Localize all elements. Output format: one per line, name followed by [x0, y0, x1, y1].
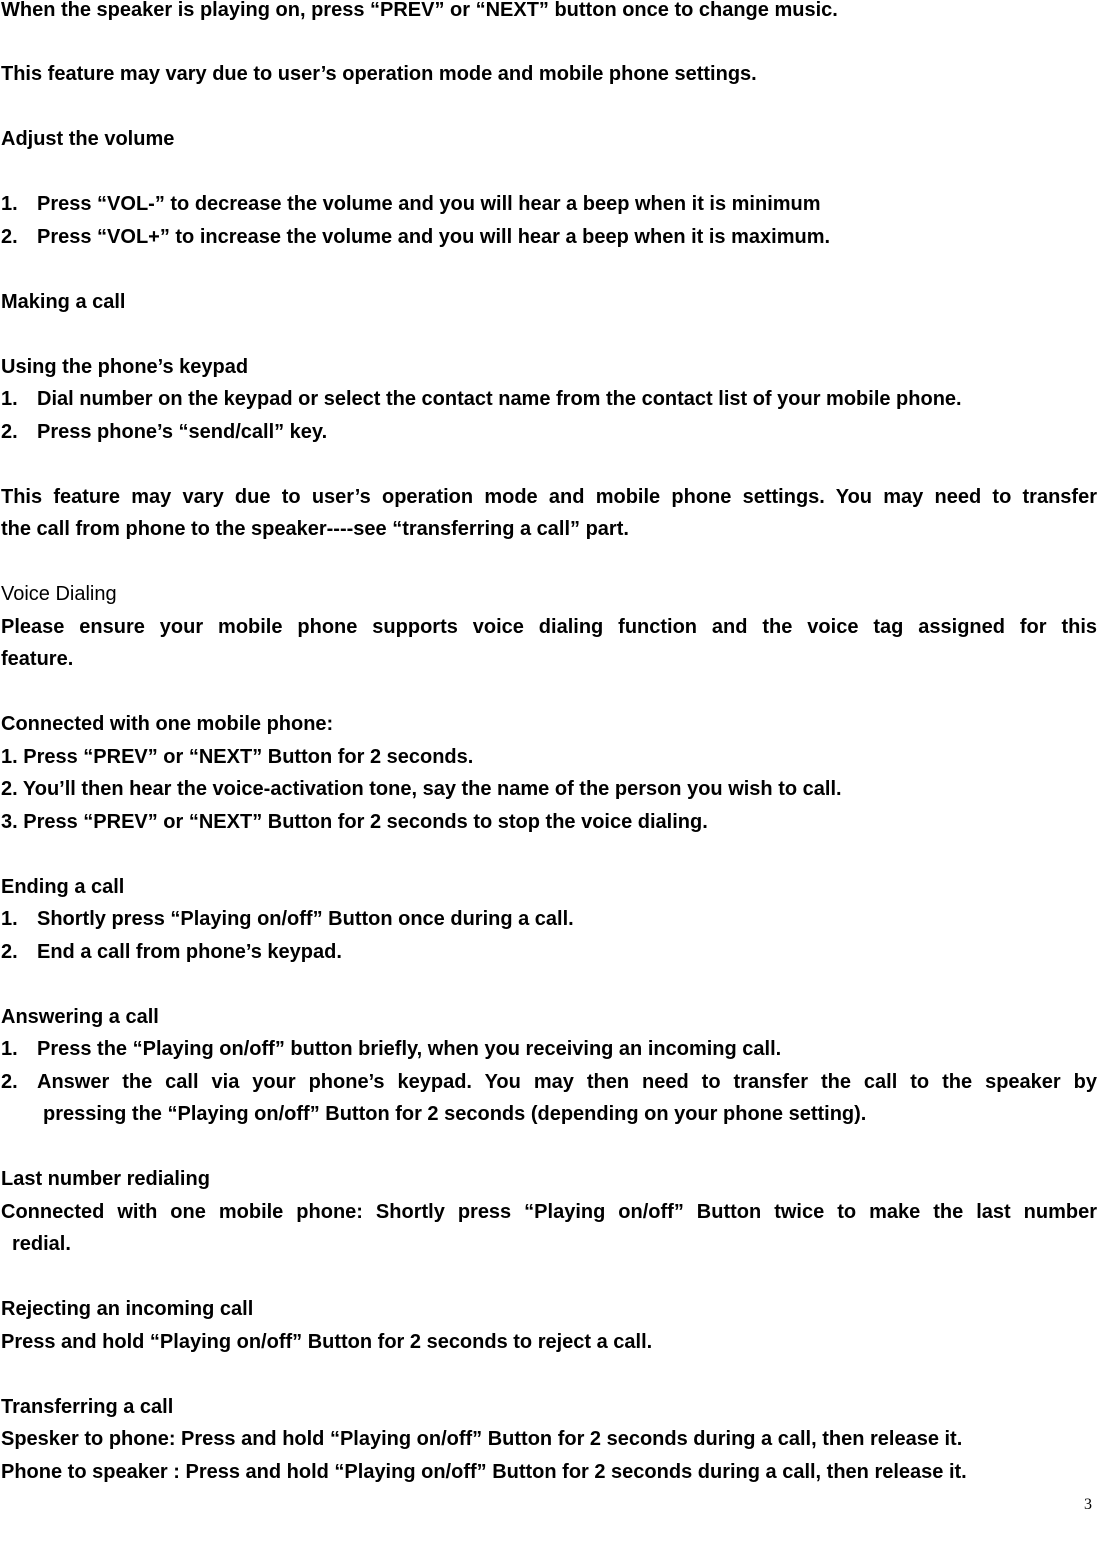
list-item: [1, 225, 830, 249]
transfer-phone-to-speaker: Phone to speaker : Press and hold “Playing on/off” Button for 2 seconds during a call, then release it.: [1, 1461, 967, 1483]
list-item: [1, 940, 342, 964]
list-item: [1, 907, 574, 931]
list-text: Press “VOL+” to increase the volume and you will hear a beep when it is maximum.: [37, 226, 831, 248]
list-text: Answer the call via your phone’s keypad. You may then need to transfer the call to the speaker by: [37, 1071, 1097, 1093]
feature-note-2-line1: This feature may vary due to user’s operation mode and mobile phone settings. You may need to transfer: [1, 486, 1097, 508]
heading-rejecting-call: Rejecting an incoming call: [1, 1298, 254, 1320]
last-number-line1: Connected with one mobile phone: Shortly press “Playing on/off” Button twice to make the last number: [1, 1201, 1097, 1223]
voice-paragraph-line2: feature.: [1, 648, 74, 670]
list-text: Dial number on the keypad or select the contact name from the contact list of your mobile phone.: [37, 388, 962, 410]
heading-voice-dialing: Voice Dialing: [1, 583, 117, 605]
subheading-phone-keypad: Using the phone’s keypad: [1, 356, 249, 378]
list-text: End a call from phone’s keypad.: [37, 941, 342, 963]
feature-note-2-line2: the call from phone to the speaker----see “transferring a call” part.: [1, 518, 629, 540]
list-item: [1, 192, 821, 216]
voice-paragraph-line1: Please ensure your mobile phone supports voice dialing function and the voice tag assigned for this: [1, 616, 1097, 638]
voice-step-3: 3. Press “PREV” or “NEXT” Button for 2 seconds to stop the voice dialing.: [1, 811, 708, 833]
list-text: Press the “Playing on/off” button briefly, when you receiving an incoming call.: [37, 1038, 782, 1060]
list-text-continuation: pressing the “Playing on/off” Button for 2 seconds (depending on your phone setting).: [43, 1103, 867, 1125]
list-item: [1, 1037, 781, 1061]
list-number: 2.: [1, 421, 18, 443]
list-text: Shortly press “Playing on/off” Button once during a call.: [37, 908, 574, 930]
heading-last-number: Last number redialing: [1, 1168, 210, 1190]
heading-answering-call: Answering a call: [1, 1006, 159, 1028]
last-number-line2: redial.: [12, 1233, 71, 1255]
list-number: 2.: [1, 941, 18, 963]
rejecting-text: Press and hold “Playing on/off” Button for 2 seconds to reject a call.: [1, 1331, 653, 1353]
heading-transferring-call: Transferring a call: [1, 1396, 174, 1418]
list-number: 1.: [1, 1038, 18, 1060]
list-item: [1, 420, 327, 444]
prev-next-instruction: When the speaker is playing on, press “PREV” or “NEXT” button once to change music.: [1, 0, 838, 21]
list-number: 2.: [1, 226, 18, 248]
feature-note-1: This feature may vary due to user’s operation mode and mobile phone settings.: [1, 63, 757, 85]
list-number: 2.: [1, 1071, 18, 1093]
heading-adjust-volume: Adjust the volume: [1, 128, 175, 150]
list-text: Press “VOL-” to decrease the volume and you will hear a beep when it is minimum: [37, 193, 821, 215]
list-number: 1.: [1, 908, 18, 930]
list-item: [1, 387, 962, 411]
list-text: Press phone’s “send/call” key.: [37, 421, 328, 443]
list-number: 1.: [1, 193, 18, 215]
voice-step-1: 1. Press “PREV” or “NEXT” Button for 2 seconds.: [1, 746, 474, 768]
heading-making-call: Making a call: [1, 291, 126, 313]
voice-step-2: 2. You’ll then hear the voice-activation tone, say the name of the person you wish to call.: [1, 778, 842, 800]
subheading-connected-one-phone: Connected with one mobile phone:: [1, 713, 334, 735]
heading-ending-call: Ending a call: [1, 876, 125, 898]
list-item: [1, 1070, 1097, 1094]
page-number: 3: [1084, 1496, 1092, 1513]
list-number: 1.: [1, 388, 18, 410]
transfer-speaker-to-phone: Spesker to phone: Press and hold “Playing on/off” Button for 2 seconds during a call, then release it.: [1, 1428, 963, 1450]
